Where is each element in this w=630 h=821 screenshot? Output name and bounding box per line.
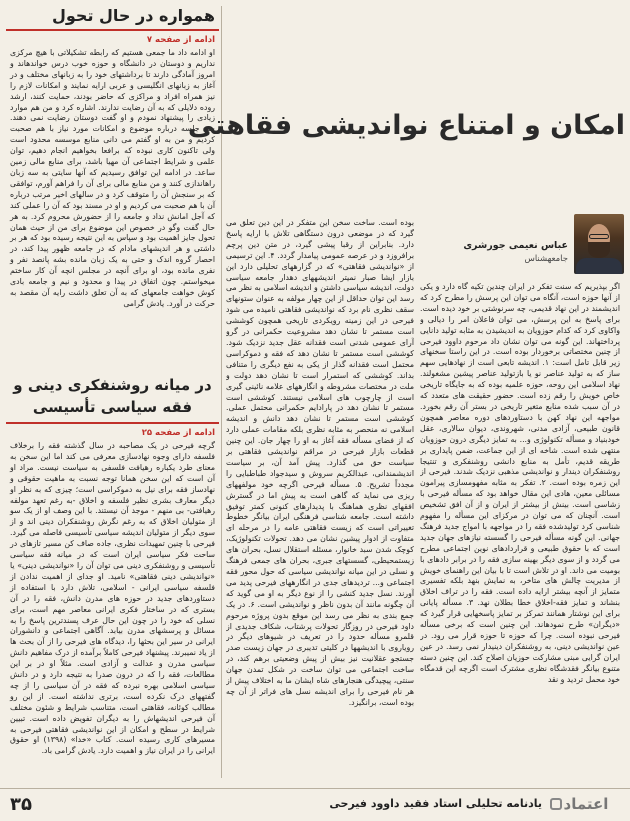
author-name: عباس نعیمی جورشری [463, 240, 568, 251]
sidebar-text-top: او ادامه داد ما جمعی هستیم که رابطه تشکیلاتی با هیچ مرکزی نداریم و دوستان در دانشگاه و حوزه خوب درس خواندهاند و امروز آمادگی دارند تا برداشتهای خود را به زبانهای مختلف و در آغاز به زبانهای انگلیسی و عربی ارایه نمایند و امکانات لازم را نیز همراه افراد و مراکزی که حاضر بودند، حمایت کنند، ارشد روده دلایلی که به آن رضایت ندارند. اشاره کرد و من هم موارد زیادی را پیشنهاد نمودم و او گفت دوستان رضایت نمی دهند. چند جلسه درباره موضوع و امکانات مورد نیاز با هم صحبت کردیم و من به او گفتم می دانی منابع موسسه محدود است ولی تاکنون کاری نبوده که برافعا بخواهیم انجام دهیم، توان علمی و شرایط اجتماعی آن مهیا باشد، برای منابع مالی زمین ساعد. در ادامه این توافق رسیدیم که آنها سایتی به سه زبان راهاندازی کنند و من منابع مالی برای آن را فراهم آورم، توافقی که بر سنجش آن را متوقف کرد و در سالهای اخیر مرتب درباره آن با هم صحبت می کردیم و او در مسند بود که آن را عملی کند که آجل امانش نداد و جامعه را از حضورش محروم کرد. به هر حال گفت وگو در خصوص این موضوع برای من از حیث همان تحول جایز اهمیت بود و سپاس به این نتیجه رسیده بود که هر بر داشتی و هر اندیشهای مادام که در جامعه ظهور پیدا کند، در احصار گروه اندک و حتی به یک زبان مانده بشه پانصد نفر و نفری مانده بود، او برای آنچه در مجلس انچه آن کار ساختم میخواستم. چون اتفاق در پیدا و محدود و نیم و جامعه بادی کوش خواهت جامعهای که به آن تعلق داشت رایه آن مقصد به حرکت در آورد. یادش گرامی [10, 48, 215, 308]
sidebar-headline-bottom: در میانه روشنفکری دینی و فقه سیاسی تأسیسی [6, 370, 219, 424]
article-column-right [420, 282, 620, 778]
author-photo [574, 214, 624, 274]
sidebar-continued-bottom: ادامه از صفحه ۲۵ [141, 428, 215, 438]
sidebar-text-bottom: گرچه فیرحی در یک مصاحبه در سال گذشته فقه را برخلاف فلسفه دارای وجوه نهادسازی معرفی می کند اما این سخن به معنای طرد یکباره رهیافت فلسفی به سیاست نیست. مراد او آن است که این سخن همانا توجه نسبت به ماهیت حقوقی و نهادساز فقه برای نیل به دموکراسی است؛ چیزی که به نظر او دیگر معارف بشری نظیر فلسفه و اخلاق -به رغم تعهد مولفه رهیافتی- بی منهم - موجد آن نیستند. با این وصف او از یک سو از متولیان اخلاق که به رغم نگرش روشنفکران دینی اند و از سوی دیگر از متولیان اندیشه سیاسی تأسیسی فاصله می گیرد. فیرحی با چنین تمهیدات نظری، جاده صاف کن مسیر تازهای در ساحت فکر سیاسی ایران است که در میانه فقه سیاسی تأسیسی و روشنفکری دینی می توان آن را «نواندیشی دینی» یا «نواندیشی دینی فقاهتی» نامید. او جدای از اهمیت ندادن از فلسفه سیاسی ایرانی - اسلامی، تلاش دارد با استفاده از دستاوردهای جدید در حوزه های مدرن دانش، فقه را در آن بستری که در ساختار فکری ایرانی معاصر مهم است، برای نسلی که خود را در چون این حال عرف پسندترین پاسخ را به مسائل و پرسشهای مدرن بیابد. آگاهی اجتماعی و دانشوران ایرانی در سیر این بحثها را، دیدگاه های فیرحی را از آن بحث ها از یاد نمیبرند. پیشنهاد فیرحی کاملاً برآمده از درک مفاهیم دانش سیاسی مدرن و عدالت و آزادی است. مثلاً او در بر این مطالعات، فقه را که در درون صدرا به نتیجه دارد و در دانش سیاسی اسلامی بهره نبرده که فقه در آن سیاسی را از چه گفتههای درک نکرده است، برتری نداشته است. از این رو مطالب کوئانه، فقاهتی است، متناسب شرایط و شئون مختلف آن فیرحی اندیشهاش را به دیگران تفویض داده است. تبیین شرایط در سطح و امکان از این نواندیشی فقاهتی فیرحی به مسیرهای کاری رسیده است. کتاب «خدا» (۱۳۹۸) او حقوق ایرانی را در ایران نیاز و اهمیت دارد. یادش گرامی باد. [10, 441, 215, 756]
sidebar-continued-top: ادامه از صفحه ۷ [146, 35, 215, 45]
sidebar-headline-top: همواره در حال تحول [6, 4, 219, 31]
article-title: امکان و امتناع نواندیشی فقاهتی [187, 110, 625, 141]
article-text-middle: بوده است. ساخت سخن این متفکر در این دین تعلق می گیرد که در موضعی درون دستگاهی تلاش با ارایه پاسخ دارد. بنابراین از رقبا پیشی گیرد، در متن دین پرچم برافروزد و در عرصه عمومی پیامدار گردد. ۴. این ترسیمی از «نواندیشی فقاهتی» که در گزارههای تحلیلی دارد این بازار ایشا صبار نمیتر اندیشههای دهدار جامعه سیاسی دولت، اندیشه سیاسی داشتن و اندیشه اسلامی به نظر می رسد این توان حداقل از این چهار مولفه به عنوان ستونهای سقف نظری نام برد که نواندیشی فقاهتی نامیده می شود فیرحی در این زمینه رویکردی تاریخی همچون کوششی است مستمر تا نشان دهد مشروعیت حکمرانی در گرو آرای عمومی شدنی است فقدانه عقل جدید نزدیک شود. کوششی است مستمر تا نشان دهد که فقه و دموکراسی محتمل است فقدانه گذار از یکی به نفع دیگری را متنافی بداند. کوششی که استمرار است تا نشان دهد دولت و ملت در مختصات مشروطه و انگارههای علامه نائینی گیری است از چارچوب های اسلامی نیستند. کوششی است مستمر تا نشان دهد در پارادایم حکمرانی محتمل عملی. کوششی است مستمر تا نشان دهد دانش و اندیشه اسلامی نه منحصر به مثابه نظری بلکه مقامات عملی دارد که از فضای مسأله فقه آغاز به او را چهار جان. این چنین قطعات بازار فیرحی در مراقم نواندیشی فقاهتی بر سیاست حق می گذارد. پیش آمد آن، بر سیاست اندیشمندانی، عبدالکریم سروش و سیدجواد طباطبایی را مجدداً تشریح. ۵. مسأله فیرحی اگرچه خود مولفههای ریزی می نماید که گاهی است به پیش اما در گسترش افقهای نظری هماهنگ با پدیدارهای کنونی کمتر توفیق داشته است. جامعه شناسی فرهنگی ایران بیانگر خطوط تغییراتی است که زیست فقاهتی عامه را در مرحله ای متفاوت از ادوار پیشین نشان می دهد. تحولات تکنولوژیک، کوچک شدن سبد خانوار، مسئله استقلال نسل، بحران های زیستمحیطی، گسستهای جبری، بحران های جمعی فرهنگ و نسلی در این میانه نواندیشی سیاسی که حول محور فقه اجتماعی و... تردیدهای جدی در انگارههای فیرحی پدید می آورند. نسل جدید کنشی را از نوع دیگر به او می گوید که آن چگونه مانند آن بدون ناظر و نواندیشی است. ۶. در یک جمع بندی به نظر می رسد این موقع بدون پروژه مرحوم داود فیرحی در روزگار تحولات پرشتاب، شکاف جدیدی از قلمرو مسأله حدود را در تعریف در شیوهای دیگر در رویاروی با اندیشهها در کلیتی تدیبری در جهان زیست صدر جستجو عقلانیت نیز بیش از پیش وضعیتی برهم کند، در ساخت اجتماعی می توان ساخت در شکل تمدن جهان سنتی، پیچیدگی هنجارهای شاه ایشان ما به اختلاف پیش از هر نام فیرحی را برای اندیشه نسل های فراتر از آن چه بوده است، برانگیزد. [226, 218, 414, 707]
page-number: ۳۵ [10, 794, 32, 815]
article-column-middle [226, 218, 414, 778]
page-footer [0, 788, 630, 821]
logo-text: اعتماد [563, 795, 609, 813]
author-box [463, 214, 624, 274]
footer-caption: یادنامه تحلیلی استاد فقید داوود فیرحی [329, 797, 542, 810]
author-role: جامعهشناس [524, 254, 568, 264]
article-text-right: اگر بپذیریم که سنت تفکر در ایران چندین تکیه گاه دارد و یکی از آنها حوزه است، آنگاه می توان این پرسش را مطرح کرد که اندیشمند در این نهاد قدیمی، چه سرنوشتی بر خود دیده است. برای پاسخ به این پرسش، می توان فاعلان امر را دیالی و واکاوی کرد که کدام حوزویان به اندیشیدن به مثابه تولید دانایی پرداختهاند. این گونه می توان نشان داد مرحوم داوود فیرحی از چنین مختصاتی برخوردار بوده است. در این راستا سخنهای زیر قابل تامل است: ۱. اندیشه تابعی است از نهادهایی سهم ساز که به تولید عناصر نو یا بازتولید عناصر پیشین مشغولند. نهاد اسلامی این روحه، حوزه علمیه بوده که به جایگاه تاریخی خاص خویش را رقم زده است. حضور حقیقت های متعدد که در آن سبب شده منابع متغیر تاریخی در بستر آن رقم بخورد. مواجهه این نهاد کهن با دستاوردهای دوره معاصر همچون قانون طبیعی، آزادی مدنی، شهروندی، دیوان سالاری، عقل خودبنیاد و مسأله تکنولوژی و... به تمایز دیگری درون حوزویان منتهی شده است. شاخه ای از این جماعت، ضمن پایداری بر طریقه قدیم، تأمل به منابع دانشی روشنفکری و تنتیجا روشنفکران دیندار و نواندیشی مذهبی نزدیک شدند. فیرحی از این زمره بوده است. ۲. تفکر به مثابه مفهومسازی پیرامون مسائلی معین، هادی این مقال خواهد بود که مسأله فیرحی با زشاسی است. بینش از بیشتر از ایران و از آن افق تشخیص است. آنچنان که می توان در مرکزای این مسأله را مفهوم شناسی کرد تولیدشده فقه را در مواجهه با امواج جدید فرهنگ جهانی. این گونه مسأله فیرحی را گسسته نیازهای جهان جدید است که با حقوق طبیعی و قراردادهای نوین اجتماعی مطرح می گردد و از سوی دیگر بهینه سازی فقه را در برابر دادهای با بومیت می داند. او در تلاش است تا با بیان این راهنمای خویش از مدیریت چالش های متاخر، به نمایش بنهد بلکه تفسیری متمایز از آنچه بیشتر ارایه داده است. فقه را در تراف اخلاق بنشاند و تمایز فقه-اخلاق خطا بطلان نهد. ۳. مسأله پایانی برای این نوشتار همانند تمرکز بر تمایز پاسخهایی قرار گیرد که «دیگران» طرح نمودهاند. این چنین است که برخی مسأله فیرحی نبوده است. چرا که حوزه تا حوزه قرار می رود. در عین نواندیشی دینی، به روشنفکران دینیدار نمی رسد. در عین ایران گرایی مبنی مشارکت حوزیان اصلاح کند. این چنین دسته متنوع بیانگر فقدشگاه نظری مشترک است اگرچه این قدمگاه خود محمل تردید و نقد [420, 282, 620, 684]
newspaper-logo [550, 793, 622, 815]
logo-mark-icon [550, 798, 562, 810]
